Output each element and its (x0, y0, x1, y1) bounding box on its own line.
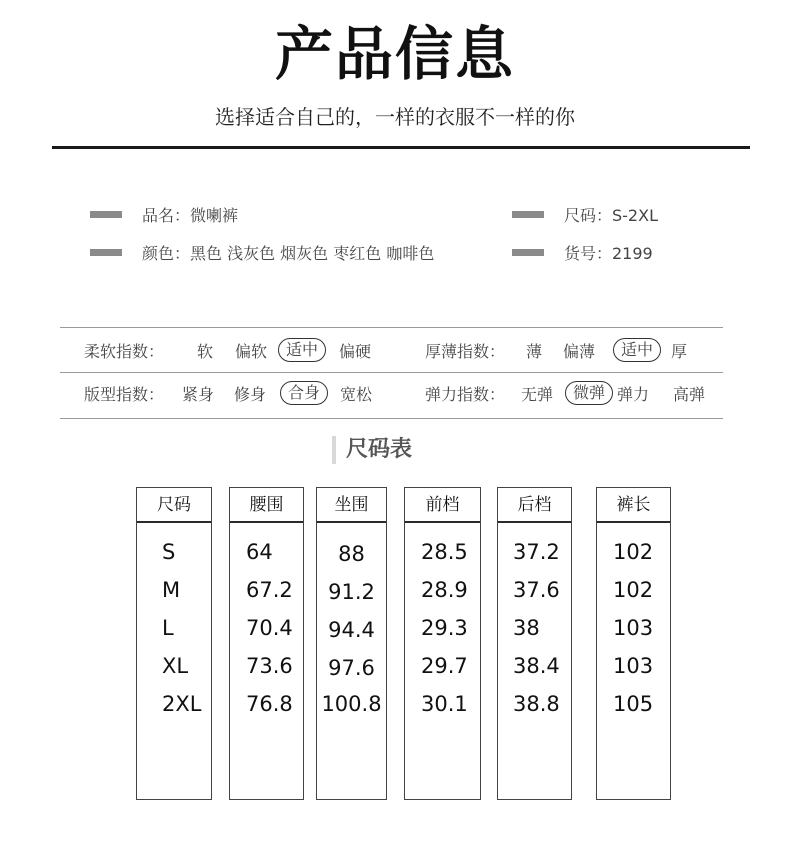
info-item-colors (90, 240, 434, 264)
table-cell: 67.2 (246, 578, 293, 602)
table-cell: 73.6 (246, 654, 293, 678)
bullet-bar-icon (512, 249, 544, 256)
column-header: 前档 (405, 488, 480, 523)
attribute-thickness (425, 335, 687, 365)
table-cell: M (162, 578, 181, 602)
attribute-option: 宽松 (340, 384, 373, 404)
attributes-top-divider (60, 327, 723, 328)
column-header: 尺码 (137, 488, 211, 523)
attribute-fit (84, 378, 374, 408)
column-header: 裤长 (597, 488, 670, 523)
attribute-option: 无弹 (521, 384, 554, 404)
info-text: 尺码：S-2XL (564, 205, 658, 225)
bullet-bar-icon (90, 249, 122, 256)
table-cell: 103 (613, 616, 654, 640)
table-cell: XL (162, 654, 189, 678)
info-item-name (90, 202, 238, 226)
table-cell: 38.4 (513, 654, 560, 678)
attribute-label: 弹力指数： (425, 384, 506, 404)
table-cell: 28.5 (421, 540, 468, 564)
attribute-label: 版型指数： (84, 384, 165, 404)
table-cell: 37.2 (513, 540, 560, 564)
attributes-bottom-divider (60, 418, 723, 419)
hip-column (316, 487, 387, 800)
table-cell: 102 (613, 578, 654, 602)
table-cell: 76.8 (246, 692, 293, 716)
attribute-option: 厚 (671, 341, 688, 361)
size-column (136, 487, 212, 800)
table-cell: S (162, 540, 176, 564)
table-cell: 105 (613, 692, 654, 716)
bullet-bar-icon (512, 211, 544, 218)
attribute-option: 弹力 (617, 384, 650, 404)
table-cell: 28.9 (421, 578, 468, 602)
attribute-label: 厚薄指数： (425, 341, 506, 361)
bullet-bar-icon (90, 211, 122, 218)
length-column (596, 487, 671, 800)
attribute-elasticity (425, 378, 707, 408)
table-cell: 103 (613, 654, 654, 678)
attribute-option: 偏硬 (339, 341, 372, 361)
attribute-option: 修身 (234, 384, 267, 404)
back-rise-column (497, 487, 572, 800)
table-cell: 30.1 (421, 692, 468, 716)
info-text: 货号：2199 (564, 243, 653, 263)
attribute-softness (84, 335, 378, 365)
attribute-option: 偏软 (234, 341, 267, 361)
attribute-option: 高弹 (673, 384, 706, 404)
table-cell: 29.3 (421, 616, 468, 640)
page-title: 产品信息 (274, 20, 515, 88)
info-item-sizes (512, 202, 658, 226)
table-cell: 38 (513, 616, 540, 640)
attribute-option-selected: 合身 (280, 381, 328, 405)
attribute-option-selected: 适中 (278, 338, 326, 362)
table-cell: 64 (246, 540, 273, 564)
info-item-sku (512, 240, 653, 264)
info-text: 品名：微喇裤 (142, 205, 239, 225)
table-cell: 97.6 (328, 656, 375, 680)
info-text: 颜色：黑色 浅灰色 烟灰色 枣红色 咖啡色 (142, 243, 435, 263)
attribute-option: 紧身 (182, 384, 215, 404)
column-header: 后档 (498, 488, 571, 523)
table-cell: 100.8 (321, 692, 382, 716)
attribute-option: 软 (196, 341, 213, 361)
attribute-option: 薄 (525, 341, 542, 361)
table-cell: 29.7 (421, 654, 468, 678)
table-cell: 94.4 (328, 618, 375, 642)
table-cell: 91.2 (328, 580, 375, 604)
attribute-label: 柔软指数： (84, 341, 165, 361)
attribute-option: 偏薄 (562, 341, 595, 361)
page-subtitle: 选择适合自己的，一样的衣服不一样的你 (215, 105, 575, 129)
column-header: 腰围 (230, 488, 303, 523)
table-cell: 70.4 (246, 616, 293, 640)
table-cell: 2XL (162, 692, 202, 716)
header-divider (52, 146, 750, 149)
size-chart-title: 尺码表 (332, 436, 412, 464)
attribute-option-selected: 适中 (613, 338, 661, 362)
table-cell: 102 (613, 540, 654, 564)
table-cell: 37.6 (513, 578, 560, 602)
table-cell: 88 (338, 542, 365, 566)
waist-column (229, 487, 304, 800)
attribute-option-selected: 微弹 (565, 381, 613, 405)
front-rise-column (404, 487, 481, 800)
table-cell: 38.8 (513, 692, 560, 716)
attributes-middle-divider (60, 372, 723, 373)
column-header: 坐围 (317, 488, 386, 523)
table-cell: L (162, 616, 174, 640)
